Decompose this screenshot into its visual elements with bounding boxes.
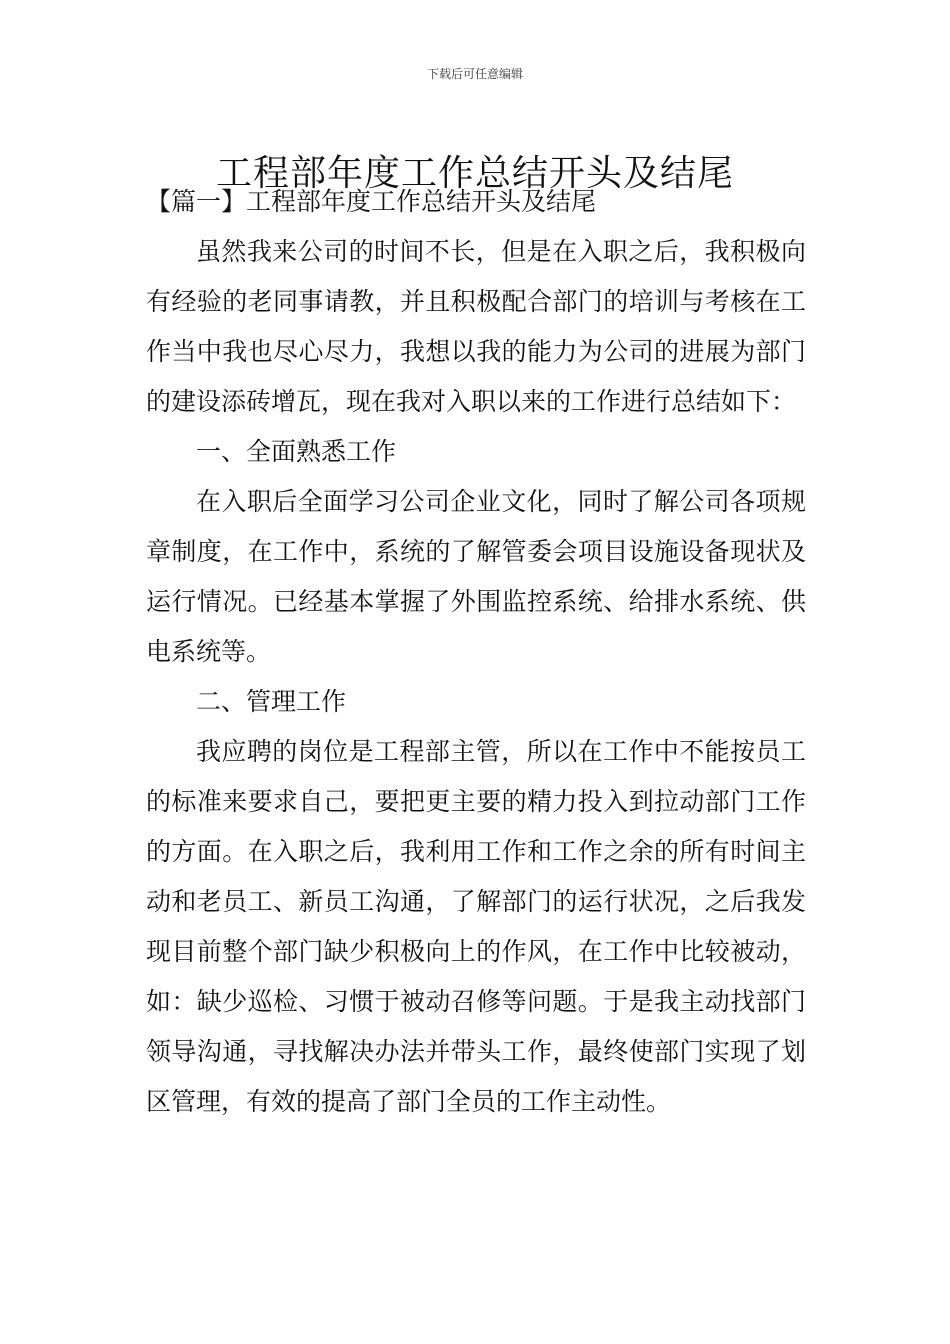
header-note: 下载后可任意编辑	[426, 67, 523, 81]
document-title: 工程部年度工作总结开头及结尾	[215, 153, 734, 195]
document-subtitle: 【篇一】工程部年度工作总结开头及结尾	[146, 187, 597, 216]
paragraph-section-2: 我应聘的岗位是工程部主管，所以在工作中不能按员工的标准来要求自己，要把更主要的精力投入到拉动部门工作的方面。在入职之后，我利用工作和工作之余的所有时间主动和老员工、新员工沟通，了解部门的运行状况，之后我发现目前整个部门缺少积极向上的作风，在工作中比较被动，如：缺少巡检、习惯于被动召修等问题。于是我主动找部门领导沟通，寻找解决办法并带头工作，最终使部门实现了划区管理，有效的提高了部门全员的工作主动性。	[146, 737, 806, 1116]
document-body	[146, 177, 806, 1127]
paragraph-section-1: 在入职后全面学习公司企业文化，同时了解公司各项规章制度，在工作中，系统的了解管委会项目设施设备现状及运行情况。已经基本掌握了外围监控系统、给排水系统、供电系统等。	[146, 487, 806, 666]
section-heading-1: 一、全面熟悉工作	[196, 437, 397, 466]
paragraph-intro: 虽然我来公司的时间不长，但是在入职之后，我积极向有经验的老同事请教，并且积极配合部门的培训与考核在工作当中我也尽心尽力，我想以我的能力为公司的进展为部门的建设添砖增瓦，现在我对入职以来的工作进行总结如下：	[146, 237, 806, 416]
section-heading-2: 二、管理工作	[196, 687, 347, 716]
